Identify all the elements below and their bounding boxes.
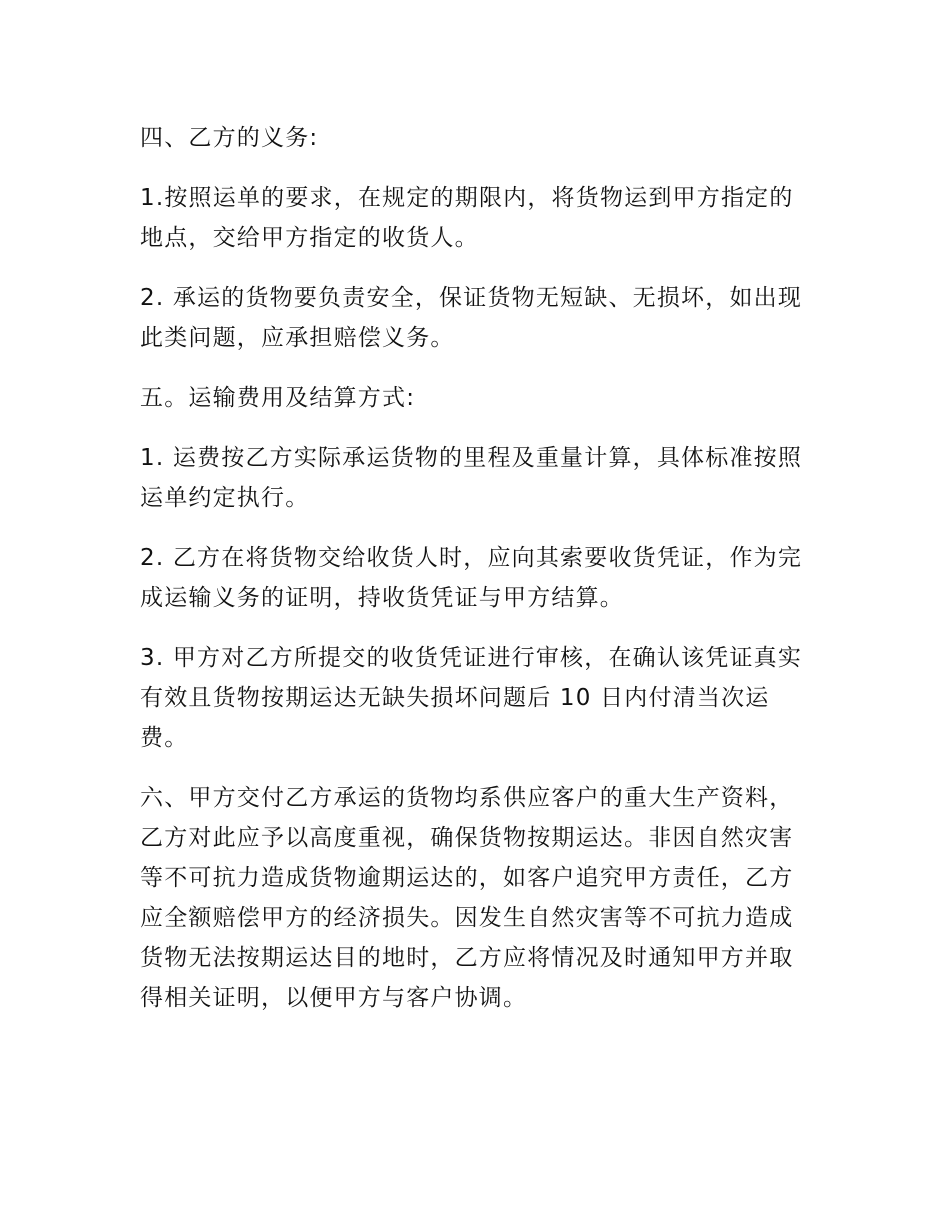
paragraph-delivery: 1.按照运单的要求，在规定的期限内，将货物运到甲方指定的地点，交给甲方指定的收货人。 [140, 185, 794, 251]
paragraph-safety: 2. 承运的货物要负责安全，保证货物无短缺、无损坏，如出现此类问题，应承担赔偿义务。 [140, 285, 803, 351]
section-six-paragraph: 六、甲方交付乙方承运的货物均系供应客户的重大生产资料，乙方对此应予以高度重视，确保货物按期运达。非因自然灾害等不可抗力造成货物逾期运达的，如客户追究甲方责任，乙方应全额赔偿甲方的经济损失。因发生自然灾害等不可抗力造成货物无法按期运达目的地时，乙方应将情况及时通知甲方并取得相关证明，以便甲方与客户协调。 [140, 785, 794, 1011]
section-heading-fees: 五。运输费用及结算方式: [140, 385, 416, 411]
document-page [140, 118, 812, 1038]
paragraph-receipt: 2. 乙方在将货物交给收货人时，应向其索要收货凭证，作为完成运输义务的证明，持收货凭证与甲方结算。 [140, 545, 803, 611]
paragraph-freight-calc: 1. 运费按乙方实际承运货物的里程及重量计算，具体标准按照运单约定执行。 [140, 445, 803, 511]
section-heading-obligations: 四、乙方的义务: [140, 125, 319, 151]
paragraph-payment: 3. 甲方对乙方所提交的收货凭证进行审核，在确认该凭证真实有效且货物按期运达无缺失损坏问题后 10 日内付清当次运费。 [140, 645, 803, 751]
